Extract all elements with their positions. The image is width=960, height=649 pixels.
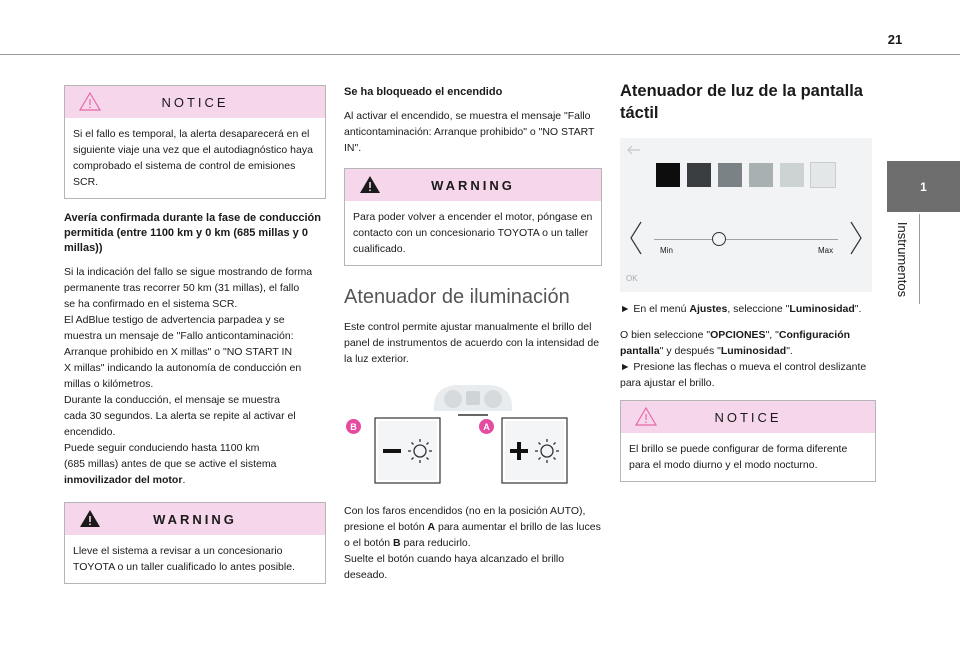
warning-icon <box>79 509 101 528</box>
instr-text: para aumentar el brillo de las luces o el botón <box>344 521 601 549</box>
body-line-last <box>64 472 326 488</box>
step-2 <box>620 359 876 391</box>
notice-header-1 <box>65 86 325 118</box>
column-2 <box>344 85 602 583</box>
notice-box-1 <box>64 85 326 199</box>
body-line: se ha confirmado en el sistema SCR. <box>64 298 238 310</box>
warning-icon <box>359 175 381 194</box>
ignition-locked-text: Al activar el encendido, se muestra el mensaje "Fallo anticontaminación: Arranque prohibido" o "NO START IN". <box>344 110 595 154</box>
warning-label-2: WARNING <box>431 177 515 193</box>
button-b-decrease[interactable] <box>374 417 441 484</box>
step-text: En el menú <box>633 303 690 315</box>
body-line: El AdBlue testigo de advertencia parpadea y se <box>64 314 285 326</box>
instr-button-a: A <box>427 521 436 533</box>
alt-term: Configuración pantalla <box>620 329 851 357</box>
step-text: , seleccione " <box>727 303 790 315</box>
notice-icon <box>635 407 657 426</box>
step-term: Ajustes <box>689 303 728 315</box>
notice-header-2 <box>621 401 875 433</box>
confirmed-fault-body <box>64 264 326 488</box>
back-arrow-icon[interactable] <box>624 144 644 156</box>
brightness-swatch[interactable] <box>811 163 835 187</box>
button-a-increase[interactable] <box>501 417 568 484</box>
step-text: ". <box>854 303 862 315</box>
notice-text-1: Si el fallo es temporal, la alerta desaparecerá en el siguiente viaje una vez que el autodiagnóstico haya comprobado el sistema de control de emisiones SCR. <box>73 128 313 188</box>
body-line: cada 30 segundos. La alerta se repite al activar el <box>64 410 296 422</box>
step-1 <box>620 301 876 317</box>
warning-header-1 <box>65 503 325 535</box>
brightness-swatch[interactable] <box>687 163 711 187</box>
alt-text: " y después " <box>659 345 721 357</box>
instr-text: Suelte el botón cuando haya alcanzado el brillo deseado. <box>344 553 565 581</box>
body-bold-term: inmovilizador del motor <box>64 474 183 486</box>
heading-ignition-locked: Se ha bloqueado el encendido <box>344 86 503 98</box>
touchscreen-brightness-screen <box>620 138 872 292</box>
body-line: millas o kilómetros. <box>64 378 154 390</box>
alt-term: Luminosidad <box>720 345 787 357</box>
alt-term: OPCIONES <box>710 329 766 341</box>
brightness-slider-thumb[interactable] <box>712 232 726 246</box>
body-line: Si la indicación del fallo se sigue mostrando de forma <box>64 266 313 278</box>
body-line: encendido. <box>64 426 116 438</box>
brightness-swatch[interactable] <box>749 163 773 187</box>
body-line: X millas" indicando la autonomía de conducción en <box>64 362 302 374</box>
warning-text-1: Lleve el sistema a revisar a un concesionario TOYOTA o un taller cualificado lo antes posible. <box>73 545 295 573</box>
warning-box-1 <box>64 502 326 584</box>
arrow-bullet-icon: ► <box>620 303 631 315</box>
badge-a: A <box>479 419 494 434</box>
notice-icon <box>79 92 101 111</box>
chapter-rule <box>919 214 920 304</box>
arrow-bullet-icon: ► <box>620 361 631 373</box>
dimmer-description: Este control permite ajustar manualmente el brillo del panel de instrumentos de acuerdo con la intensidad de la luz exterior. <box>344 321 600 365</box>
warning-label-1: WARNING <box>153 511 237 527</box>
section-title-touchscreen-dimmer: Atenuador de luz de la pantalla táctil <box>620 82 863 122</box>
column-1 <box>64 85 326 584</box>
slider-max-label: Max <box>818 246 834 255</box>
dimmer-illustration <box>344 379 602 497</box>
notice-label-1: NOTICE <box>161 94 229 110</box>
badge-b: B <box>346 419 361 434</box>
warning-text-2: Para poder volver a encender el motor, póngase en contacto con un concesionario TOYOTA o un taller cualificado. <box>353 211 593 255</box>
body-tail: . <box>182 474 186 486</box>
warning-header-2 <box>345 169 601 201</box>
alternative-path <box>620 327 876 359</box>
chapter-label-text: Instrumentos <box>895 221 911 297</box>
body-line: Arranque prohibido en X millas" o "NO START IN <box>64 346 293 358</box>
section-title-dimmer: Atenuador de iluminación <box>344 286 570 308</box>
chapter-tab[interactable]: 1 <box>887 161 960 212</box>
page-number: 21 <box>887 32 903 47</box>
brightness-swatch[interactable] <box>656 163 680 187</box>
ok-button[interactable]: OK <box>626 274 638 283</box>
dimmer-instructions <box>344 503 602 583</box>
instr-text: Con los faros encendidos (no en la posición AUTO), presione el botón <box>344 505 586 533</box>
instr-button-b: B <box>393 537 401 549</box>
instr-text: para reducirlo. <box>400 537 471 549</box>
body-line: muestra un mensaje de "Fallo anticontaminación: <box>64 330 294 342</box>
brightness-swatch[interactable] <box>780 163 804 187</box>
dashboard-icon <box>428 379 518 419</box>
notice-text-2: El brillo se puede configurar de forma diferente para el modo diurno y el modo nocturno. <box>629 443 848 471</box>
chevron-right-icon[interactable] <box>848 220 864 256</box>
body-line: (685 millas) antes de que se active el sistema <box>64 458 277 470</box>
chevron-left-icon[interactable] <box>628 220 644 256</box>
body-line: permanente tras recorrer 50 km (31 millas), el fallo <box>64 282 300 294</box>
column-3 <box>620 80 876 482</box>
brightness-slider-track[interactable] <box>654 239 838 240</box>
notice-label-2: NOTICE <box>714 409 782 425</box>
step-term: Luminosidad <box>789 303 855 315</box>
slider-min-label: Min <box>660 246 673 255</box>
chapter-label <box>887 214 919 304</box>
notice-box-2 <box>620 400 876 482</box>
brightness-swatch[interactable] <box>718 163 742 187</box>
alt-text: ". <box>786 345 793 357</box>
alt-text: ", " <box>765 329 779 341</box>
header-rule <box>0 54 960 55</box>
body-line: Puede seguir conduciendo hasta 1100 km <box>64 442 260 454</box>
warning-box-2 <box>344 168 602 266</box>
section-title-confirmed-fault: Avería confirmada durante la fase de conducción permitida (entre 1100 km y 0 km (685 millas y 0 millas)) <box>64 212 321 254</box>
alt-text: O bien seleccione " <box>620 329 711 341</box>
body-line: Durante la conducción, el mensaje se muestra <box>64 394 280 406</box>
step-text: Presione las flechas o mueva el control deslizante para ajustar el brillo. <box>620 361 867 389</box>
